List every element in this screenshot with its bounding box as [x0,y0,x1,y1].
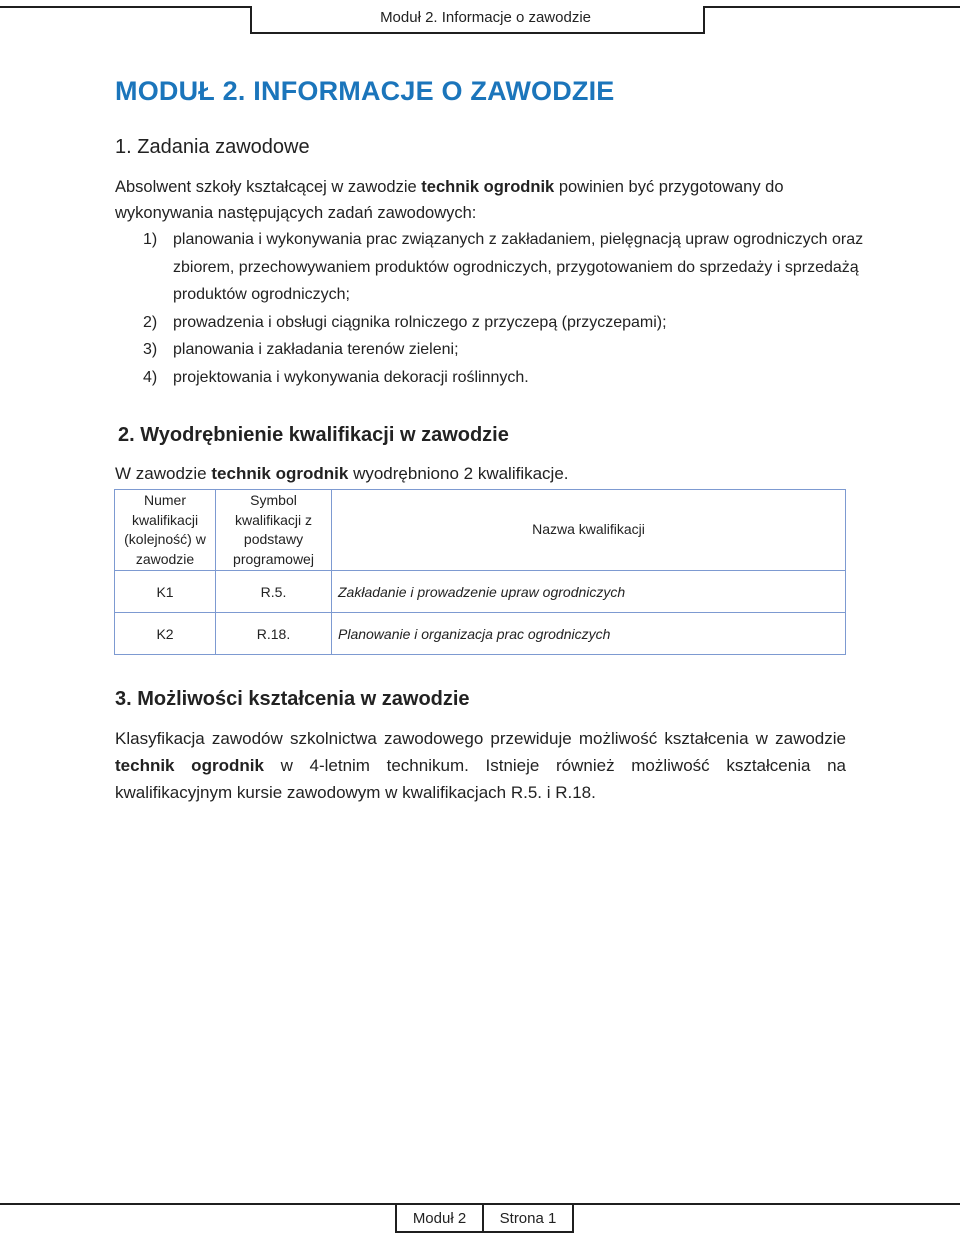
footer-module-box [395,1203,484,1233]
header-rule-right [705,6,960,8]
intro-text-end: wyodrębniono 2 kwalifikacje. [348,464,569,483]
list-item [115,364,875,392]
section-3-text-start: Klasyfikacja zawodów szkolnictwa zawodowego przewiduje możliwość kształcenia w zawodzie [115,729,846,748]
section-3-heading: 3. Możliwości kształcenia w zawodzie [115,688,470,710]
list-item-text: projektowania i wykonywania dekoracji roślinnych. [173,368,529,386]
list-item-text: planowania i zakładania terenów zieleni; [173,341,459,358]
list-item-text: prowadzenia i obsługi ciągnika rolniczego z przyczepą (przyczepami); [173,313,667,331]
header-qualification-symbol: Symbol kwalifikacji z podstawy programowej [216,490,332,571]
footer-rule-right [574,1203,960,1205]
footer-page-number: Strona 1 [499,1210,557,1227]
list-item-number: 3) [143,341,158,358]
table-row [115,571,846,613]
cell-symbol: R.5. [216,571,332,613]
footer-module: Moduł 2 [412,1210,467,1227]
module-title: MODUŁ 2. INFORMACJE O ZAWODZIE [115,76,615,106]
intro-text: Absolwent szkoły kształcącej w zawodzie [115,178,422,196]
task-list [115,226,875,391]
header-qualification-number: Numer kwalifikacji (kolejność) w zawodzie [115,490,216,571]
section-3-text [115,725,846,806]
footer-page-box [482,1203,574,1233]
header-qualification-name: Nazwa kwalifikacji [332,490,846,571]
intro-text: W zawodzie [115,464,212,483]
section-3-text-end: w 4-letnim technikum. Istnieje również możliwość kształcenia na kwalifikacyjnym kursie zawodowym w kwalifikacjach R.5. i R.18. [115,756,846,802]
table-header-row [115,490,846,571]
occupation-name: technik ogrodnik [211,464,349,483]
list-item [115,309,875,337]
footer-rule-left [0,1203,395,1205]
occupation-name: technik ogrodnik [115,756,264,775]
list-item-number: 2) [143,313,158,331]
qualifications-table [114,489,846,655]
section-2-heading: 2. Wyodrębnienie kwalifikacji w zawodzie [118,424,509,446]
cell-symbol: R.18. [216,613,332,655]
section-2-intro [115,461,855,487]
cell-number: K2 [115,613,216,655]
cell-name: Planowanie i organizacja prac ogrodniczych [332,613,846,655]
cell-number: K1 [115,571,216,613]
intro-text-end: powinien być przygotowany do wykonywania następujących zadań zawodowych: [115,178,784,222]
cell-name: Zakładanie i prowadzenie upraw ogrodniczych [332,571,846,613]
header-rule-left [0,6,250,8]
list-item-text: planowania i wykonywania prac związanych z zakładaniem, pielęgnacją upraw ogrodniczych oraz zbiorem, przechowywaniem produktów ogrodniczych, przygotowaniem do sprzedaży i sprzedażą produktów ogrodniczych; [173,231,864,303]
list-item-number: 1) [143,231,158,248]
table-row [115,613,846,655]
running-header [250,6,705,34]
list-item-number: 4) [143,368,158,386]
occupation-name: technik ogrodnik [421,178,555,196]
section-1-heading: 1. Zadania zawodowe [115,136,310,158]
list-item [115,226,875,309]
list-item [115,336,875,364]
running-header-title: Moduł 2. Informacje o zawodzie [380,9,591,26]
section-1-intro [115,174,855,226]
